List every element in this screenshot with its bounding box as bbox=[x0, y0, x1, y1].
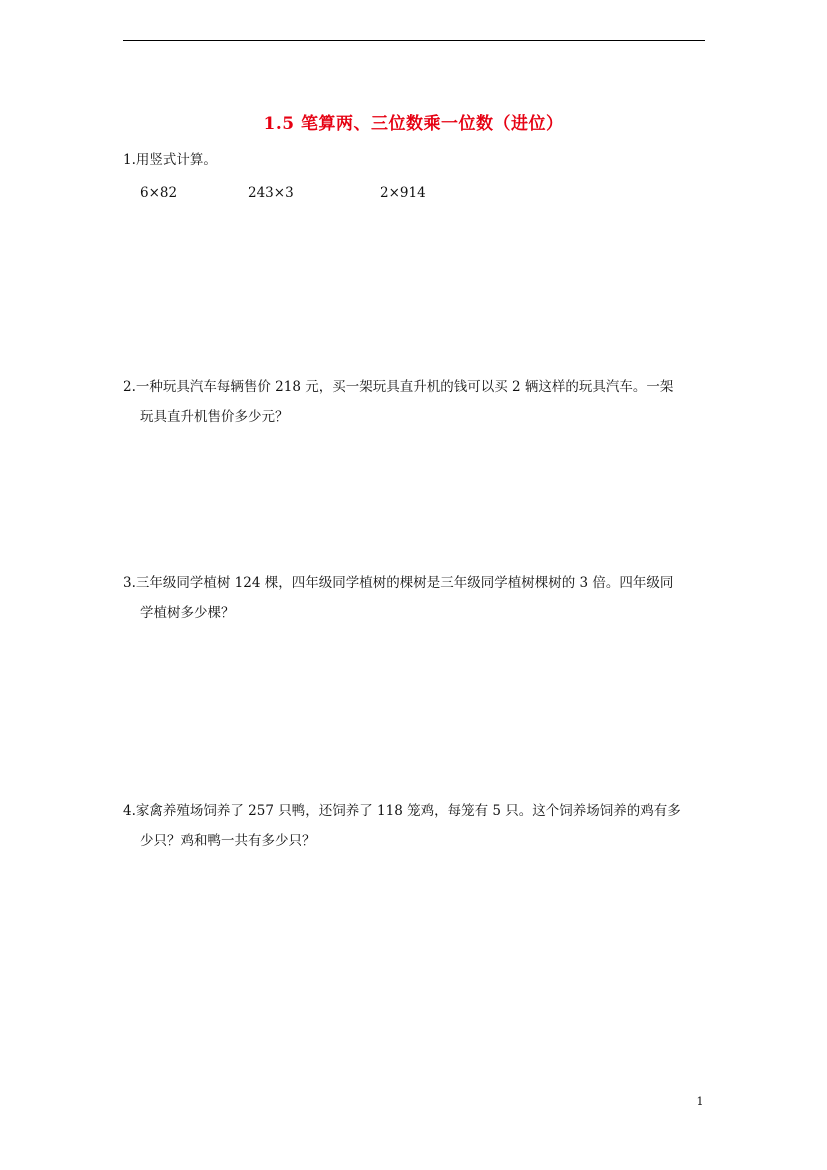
question-4-number: 4. bbox=[123, 803, 136, 819]
worksheet-title: 1.5 笔算两、三位数乘一位数（进位） bbox=[263, 114, 564, 134]
expression-1: 6×82 bbox=[140, 185, 178, 201]
expression-3: 2×914 bbox=[380, 185, 426, 201]
question-1-number: 1. bbox=[123, 152, 136, 168]
expression-2: 243×3 bbox=[248, 185, 294, 201]
question-1-line-1 bbox=[123, 145, 708, 175]
question-3-line-2: 学植树多少棵？ bbox=[140, 605, 235, 621]
question-3-number: 3. bbox=[123, 575, 136, 591]
page-number: 1 bbox=[696, 1095, 704, 1108]
question-2-text-1: 一种玩具汽车每辆售价 218 元，买一架玩具直升机的钱可以买 2 辆这样的玩具汽车。一架 bbox=[135, 379, 674, 395]
question-4 bbox=[123, 796, 708, 856]
question-4-line-2: 少只？鸡和鸭一共有多少只？ bbox=[140, 833, 316, 849]
question-2 bbox=[123, 372, 708, 432]
question-2-line-2: 玩具直升机售价多少元？ bbox=[140, 409, 289, 425]
question-1 bbox=[123, 145, 708, 175]
question-2-line-1 bbox=[123, 372, 708, 402]
question-1-text: 用竖式计算。 bbox=[135, 152, 217, 168]
question-4-text-1: 家禽养殖场饲养了 257 只鸭，还饲养了 118 笼鸡，每笼有 5 只。这个饲养场饲养的鸡有多 bbox=[135, 803, 681, 819]
question-3-text-1: 三年级同学植树 124 棵，四年级同学植树的棵树是三年级同学植树棵树的 3 倍。四年级同 bbox=[135, 575, 674, 591]
question-4-line-1 bbox=[123, 796, 708, 826]
question-3-line-1 bbox=[123, 568, 708, 598]
header-rule bbox=[123, 40, 705, 41]
question-2-number: 2. bbox=[123, 379, 136, 395]
question-3 bbox=[123, 568, 708, 628]
